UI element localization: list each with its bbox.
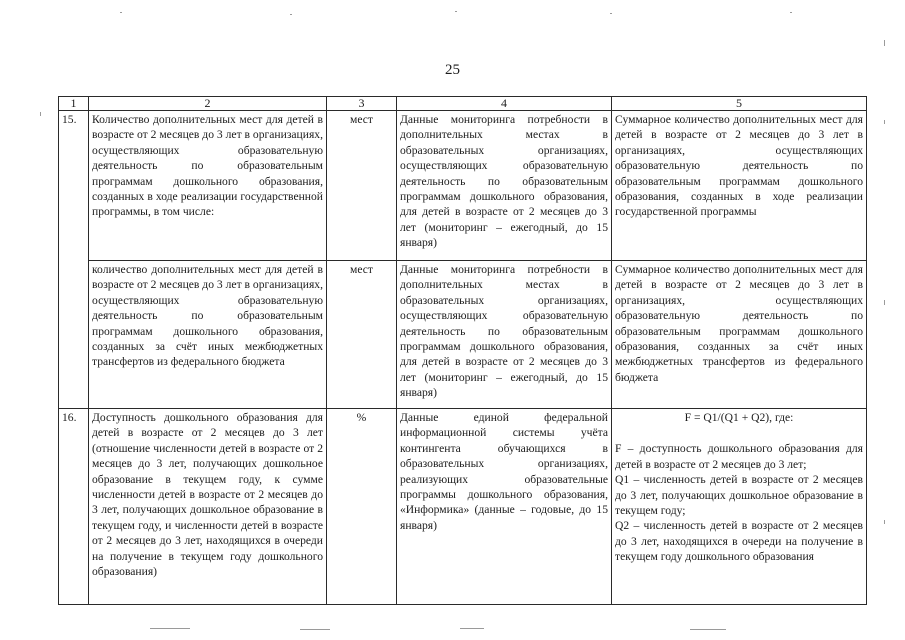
data-source: Данные мониторинга потребности в дополнительных местах в образовательных организациях, осуществляющих образовательную деятельность по образовательным программам дошкольного образования, для детей в возрасте от 2 месяцев до 3 лет (мониторинг – ежегодный, до 15 января) (397, 111, 612, 261)
indicators-table (58, 96, 867, 605)
calculation-method: Суммарное количество дополнительных мест для детей в возрасте от 2 месяцев до 3 лет в организациях, осуществляющих образовательную деятельность по образовательным программам дошкольного образования, созданных за счёт иных межбюджетных трансфертов из федерального бюджета (612, 261, 867, 409)
table-row (59, 261, 867, 409)
data-source: Данные мониторинга потребности в дополнительных местах в образовательных организациях, осуществляющих образовательную деятельность по образовательным программам дошкольного образования, для детей в возрасте от 2 месяцев до 3 лет (мониторинг – ежегодный, до 15 января) (397, 261, 612, 409)
formula-definition: Q2 – численность детей в возрасте от 2 месяцев до 3 лет, находящихся в очереди на получение в текущем году дошкольного образования (615, 519, 863, 564)
formula: F = Q1/(Q1 + Q2), где: (684, 411, 794, 424)
calculation-method (612, 409, 867, 605)
unit-of-measure: % (327, 409, 397, 605)
unit-of-measure: мест (327, 111, 397, 261)
row-number: 15. (59, 111, 89, 409)
row-number: 16. (59, 409, 89, 605)
column-header-4: 4 (397, 97, 612, 111)
unit-of-measure: мест (327, 261, 397, 409)
indicator-name: количество дополнительных мест для детей в возрасте от 2 месяцев до 3 лет в организациях, осуществляющих образовательную деятельность по образовательным программам дошкольного образования, созданных за счёт иных межбюджетных трансфертов из федерального бюджета (89, 261, 327, 409)
column-header-5: 5 (612, 97, 867, 111)
column-header-1: 1 (59, 97, 89, 111)
calculation-method: Суммарное количество дополнительных мест для детей в возрасте от 2 месяцев до 3 лет в организациях, осуществляющих образовательную деятельность по образовательным программам дошкольного образования, созданных в ходе реализации государственной программы (612, 111, 867, 261)
indicator-name: Количество дополнительных мест для детей в возрасте от 2 месяцев до 3 лет в организациях, осуществляющих образовательную деятельность по образовательным программам дошкольного образования, созданных в ходе реализации государственной программы, в том числе: (89, 111, 327, 261)
data-source: Данные единой федеральной информационной системы учёта контингента обучающихся в образовательных организациях, реализующих образовательные программы дошкольного образования, «Информика» (данные – годовые, до 15 января) (397, 409, 612, 605)
formula-definition: F – доступность дошкольного образования для детей в возрасте от 2 месяцев до 3 лет; (615, 442, 863, 471)
page-number: 25 (445, 62, 460, 78)
table-header-row (59, 97, 867, 111)
column-header-3: 3 (327, 97, 397, 111)
column-header-2: 2 (89, 97, 327, 111)
formula-definition: Q1 – численность детей в возрасте от 2 месяцев до 3 лет, получающих дошкольное образование в текущем году; (615, 473, 863, 518)
table-row (59, 111, 867, 261)
table-row (59, 409, 867, 605)
indicator-name: Доступность дошкольного образования для детей в возрасте от 2 месяцев до 3 лет (отношение численности детей в возрасте от 2 месяцев до 3 лет, получающих дошкольное образование в текущем году, к сумме численности детей в возрасте от 2 месяцев до 3 лет, получающих дошкольное образование в текущем году, и численности детей в возрасте от 2 месяцев до 3 лет, находящихся в очереди на получение в текущем году дошкольного образования) (89, 409, 327, 605)
